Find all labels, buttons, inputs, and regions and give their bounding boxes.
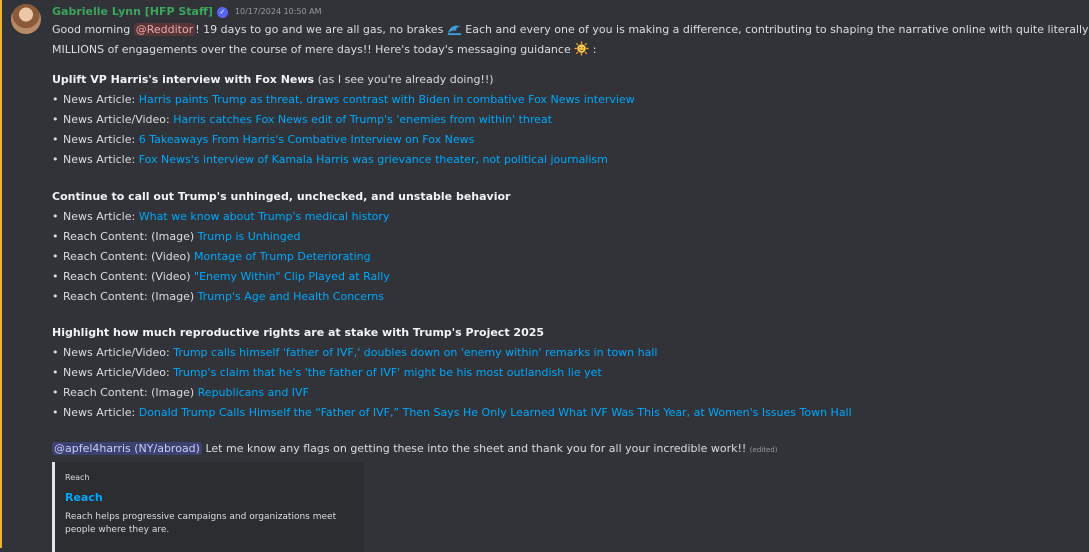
section-reproductive-rights (52, 323, 961, 423)
embed-title[interactable]: Reach (65, 491, 103, 504)
intro-line-2 (52, 40, 961, 60)
intro-greeting: Good morning (52, 23, 134, 36)
user-mention[interactable]: @Redditor (135, 23, 194, 36)
item-label: Reach Content: (Video) (63, 250, 195, 263)
section-title-text: Continue to call out Trump's unhinged, unchecked, and unstable behavior (52, 190, 511, 203)
item-label: News Article: (63, 133, 139, 146)
list-item (52, 247, 961, 267)
list-item (52, 267, 961, 287)
list-item (52, 130, 961, 150)
content-link[interactable]: Trump's Age and Health Concerns (197, 290, 385, 303)
author-name[interactable]: Gabrielle Lynn [HFP Staff] (52, 5, 213, 18)
section-title-note: (as I see you're already doing!!) (314, 73, 494, 86)
content-link[interactable]: "Enemy Within" Clip Played at Rally (194, 270, 390, 283)
wave-emoji-icon (447, 21, 462, 36)
section-title (52, 70, 961, 90)
section-title-text: Uplift VP Harris's interview with Fox News (52, 73, 315, 86)
intro-text-4: : (589, 43, 597, 56)
message (52, 4, 1089, 535)
article-link[interactable]: Donald Trump Calls Himself the “Father of IVF,” Then Says He Only Learned What IVF Was This Year, at Women's Issues Town Hall (138, 406, 852, 419)
list-item (52, 363, 961, 383)
list-item (52, 343, 961, 363)
list-item (52, 150, 961, 170)
item-label: News Article: (63, 210, 139, 223)
article-link[interactable]: Harris catches Fox News edit of Trump's 'enemies from within' threat (173, 113, 552, 126)
intro-text-3: MILLIONS of engagements over the course of mere days!! Here's today's messaging guidance (52, 43, 571, 56)
item-label: Reach Content: (Image) (63, 290, 198, 303)
item-label: Reach Content: (Video) (63, 270, 195, 283)
list-item (52, 110, 961, 130)
item-label: Reach Content: (Image) (63, 386, 198, 399)
highlight-bar (0, 0, 2, 548)
article-link[interactable]: 6 Takeaways From Harris's Combative Interview on Fox News (138, 133, 475, 146)
section-trump-behavior (52, 187, 961, 307)
item-label: News Article: (63, 153, 139, 166)
intro-text-1: ! 19 days to go and we are all gas, no brakes (195, 23, 444, 36)
section-title (52, 323, 961, 343)
closing-line (52, 439, 961, 460)
edited-label: (edited) (749, 446, 778, 454)
timestamp[interactable]: 10/17/2024 10:50 AM (234, 7, 322, 16)
list-item (52, 403, 961, 423)
item-label: News Article: (63, 406, 139, 419)
link-list (52, 207, 961, 307)
link-list (52, 343, 961, 423)
content-link[interactable]: Montage of Trump Deteriorating (194, 250, 371, 263)
content-link[interactable]: Trump is Unhinged (197, 230, 301, 243)
item-label: Reach Content: (Image) (63, 230, 198, 243)
embed-provider[interactable]: Reach (65, 473, 90, 482)
item-label: News Article/Video: (63, 366, 174, 379)
embed-description: Reach helps progressive campaigns and organizations meet people where they are. (65, 512, 337, 535)
section-fox-interview (52, 70, 961, 170)
item-label: News Article: (63, 93, 139, 106)
list-item (52, 227, 961, 247)
content-link[interactable]: Republicans and IVF (197, 386, 309, 399)
link-embed (52, 462, 364, 552)
list-item (52, 383, 961, 403)
article-link[interactable]: Trump calls himself 'father of IVF,' doubles down on 'enemy within' remarks in town hall (173, 346, 658, 359)
list-item (52, 207, 961, 227)
article-link[interactable]: Harris paints Trump as threat, draws contrast with Biden in combative Fox News interview (138, 93, 635, 106)
item-label: News Article/Video: (63, 113, 174, 126)
intro-line-1 (52, 20, 1089, 40)
intro-text-2: Each and every one of you is making a difference, contributing to shaping the narrative online with quite literally (461, 23, 1089, 36)
item-label: News Article/Video: (63, 346, 174, 359)
section-title (52, 187, 961, 207)
list-item (52, 90, 961, 110)
closing-text: Let me know any flags on getting these into the sheet and thank you for all your incredible work!! (201, 442, 750, 455)
list-item (52, 287, 961, 307)
user-mention[interactable]: @apfel4harris (NY/abroad) (54, 442, 200, 455)
article-link[interactable]: Trump's claim that he's 'the father of IVF' might be his most outlandish lie yet (173, 366, 602, 379)
article-link[interactable]: Fox News's interview of Kamala Harris was grievance theater, not political journalism (138, 153, 608, 166)
link-list (52, 90, 961, 170)
message-header (52, 4, 961, 20)
sun-smile-emoji-icon (574, 41, 589, 56)
verified-icon: ✓ (217, 7, 228, 18)
avatar[interactable] (11, 4, 41, 34)
article-link[interactable]: What we know about Trump's medical history (138, 210, 390, 223)
section-title-text: Highlight how much reproductive rights are at stake with Trump's Project 2025 (52, 326, 545, 339)
